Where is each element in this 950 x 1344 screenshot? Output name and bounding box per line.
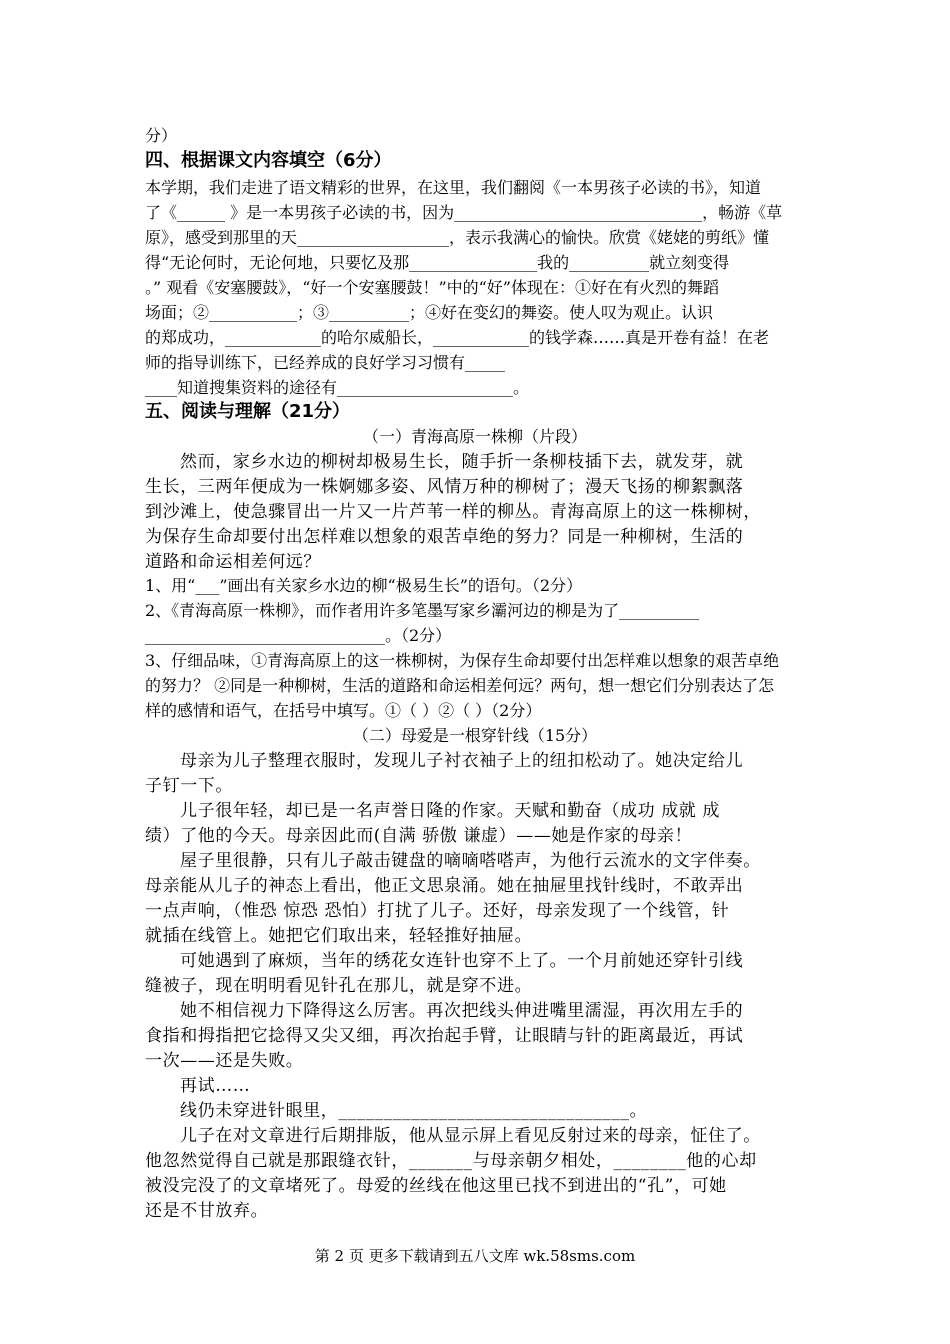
question-line: 1、用“___”画出有关家乡水边的柳“极易生长”的语句。（2分） — [145, 576, 583, 595]
passage1-line: 生长，三两年便成为一株婀娜多姿、风情万种的柳树了；漫天飞扬的柳絮飘落 — [145, 477, 744, 497]
passage2-line: 一点声响，（惟恐 惊恐 恐怕）打扰了儿子。还好，母亲发现了一个线管，针 — [145, 901, 730, 921]
section4-line: 了《______ 》是一本男孩子必读的书，因为_______________________________，畅游《草 — [145, 203, 783, 222]
top-fragment: 分） — [145, 126, 178, 145]
passage2-line: 儿子在对文章进行后期排版，他从显示屏上看见反射过来的母亲，怔住了。 — [180, 1126, 761, 1146]
passage2-line: 母亲为儿子整理衣服时，发现儿子衬衣袖子上的纽扣松动了。她决定给儿 — [180, 751, 744, 771]
passage1-line: 为保存生命却要付出怎样难以想象的艰苦卓绝的努力？同是一种柳树，生活的 — [145, 527, 744, 547]
passage2-line: 可她遇到了麻烦，当年的绣花女连针也穿不上了。一个月前她还穿针引线 — [180, 951, 744, 971]
question-line: ______________________________。（2分） — [145, 626, 452, 645]
passage2-line: 线仍未穿进针眼里，________________________________。 — [180, 1101, 648, 1121]
passage2-line: 他忽然觉得自己就是那跟缝衣针，_______与母亲朝夕相处，________他的心却 — [145, 1151, 757, 1171]
question-line: 3、仔细品味，①青海高原上的这一株柳树，为保存生命却要付出怎样难以想象的艰苦卓绝 — [145, 651, 780, 670]
question-line: 2、《青海高原一株柳》，而作者用许多笔墨写家乡灞河边的柳是为了__________ — [145, 601, 700, 620]
passage2-line: 儿子很年轻，却已是一名声誉日隆的作家。天赋和勤奋（成功 成就 成 — [180, 801, 721, 821]
passage2-line: 母亲能从儿子的神态上看出，他正文思泉涌。她在抽屉里找针线时，不敢弄出 — [145, 876, 744, 896]
passage2-line: 就插在线管上。她把它们取出来，轻轻推好抽屉。 — [145, 926, 533, 946]
passage2-title: （二）母爱是一根穿针线（15分） — [352, 726, 598, 745]
passage2-line: 食指和拇指把它捻得又尖又细，再次抬起手臂，让眼睛与针的距离最近，再试 — [145, 1026, 744, 1046]
question-line: 样的感情和语气，在括号中填写。①（ ）②（ ）（2分） — [145, 701, 542, 720]
section4-line: 师的指导训练下，已经养成的良好学习习惯有_____ — [145, 353, 506, 372]
passage2-line: 还是不甘放弃。 — [145, 1201, 269, 1221]
section4-heading: 四、根据课文内容填空（6分） — [145, 150, 392, 171]
section4-line: ____知道搜集资料的途径有______________________。 — [145, 378, 530, 397]
passage2-line: 屋子里很静，只有儿子敲击键盘的嘀嘀嗒嗒声，为他行云流水的文字伴奏。 — [180, 851, 761, 871]
passage2-line: 被没完没了的文章堵死了。母爱的丝线在他这里已找不到进出的“孔”，可她 — [145, 1176, 727, 1196]
passage2-line: 再试…… — [180, 1076, 251, 1096]
passage2-line: 缝被子，现在明明看见针孔在那儿，就是穿不进。 — [145, 976, 533, 996]
section4-line: 场面；②___________；③__________；④好在变幻的舞姿。使人叹为观止。认识 — [145, 303, 714, 322]
passage1-line: 然而，家乡水边的柳树却极易生长，随手折一条柳枝插下去，就发芽，就 — [180, 452, 744, 472]
passage1-line: 到沙滩上，使急骤冒出一片又一片芦苇一样的柳丛。青海高原上的这一株柳树， — [145, 502, 761, 522]
passage1-title: （一）青海高原一株柳（片段） — [362, 427, 587, 446]
passage2-line: 一次——还是失败。 — [145, 1051, 304, 1071]
section5-heading: 五、阅读与理解（21分） — [145, 401, 351, 422]
passage2-line: 她不相信视力下降得这么厉害。再次把线头伸进嘴里濡湿，再次用左手的 — [180, 1001, 744, 1021]
section4-line: 得“无论何时，无论何地，只要忆及那________________我的__________就立刻变得 — [145, 253, 730, 272]
section4-line: 。” 观看《安塞腰鼓》，“好一个安塞腰鼓！”中的“好”体现在：①好在有火烈的舞蹈 — [145, 278, 719, 297]
section4-line: 原》，感受到那里的天___________________，表示我满心的愉快。欣赏《姥姥的剪纸》懂 — [145, 228, 770, 247]
question-line: 的努力？ ②同是一种柳树，生活的道路和命运相差何远？两句，想一想它们分别表达了怎 — [145, 676, 775, 695]
passage2-line: 绩）了他的今天。母亲因此而(自满 骄傲 谦虚）——她是作家的母亲！ — [145, 826, 693, 846]
page-footer: 第 2 页 更多下载请到五八文库 wk.58sms.com — [314, 1247, 636, 1265]
section4-line: 本学期，我们走进了语文精彩的世界，在这里，我们翻阅《一本男孩子必读的书》，知道 — [145, 178, 762, 197]
passage2-line: 子钉一下。 — [145, 776, 233, 796]
passage1-line: 道路和命运相差何远？ — [145, 552, 321, 572]
section4-line: 的郑成功，____________的哈尔威船长，____________的钱学森……真是开卷有益！在老 — [145, 328, 770, 347]
